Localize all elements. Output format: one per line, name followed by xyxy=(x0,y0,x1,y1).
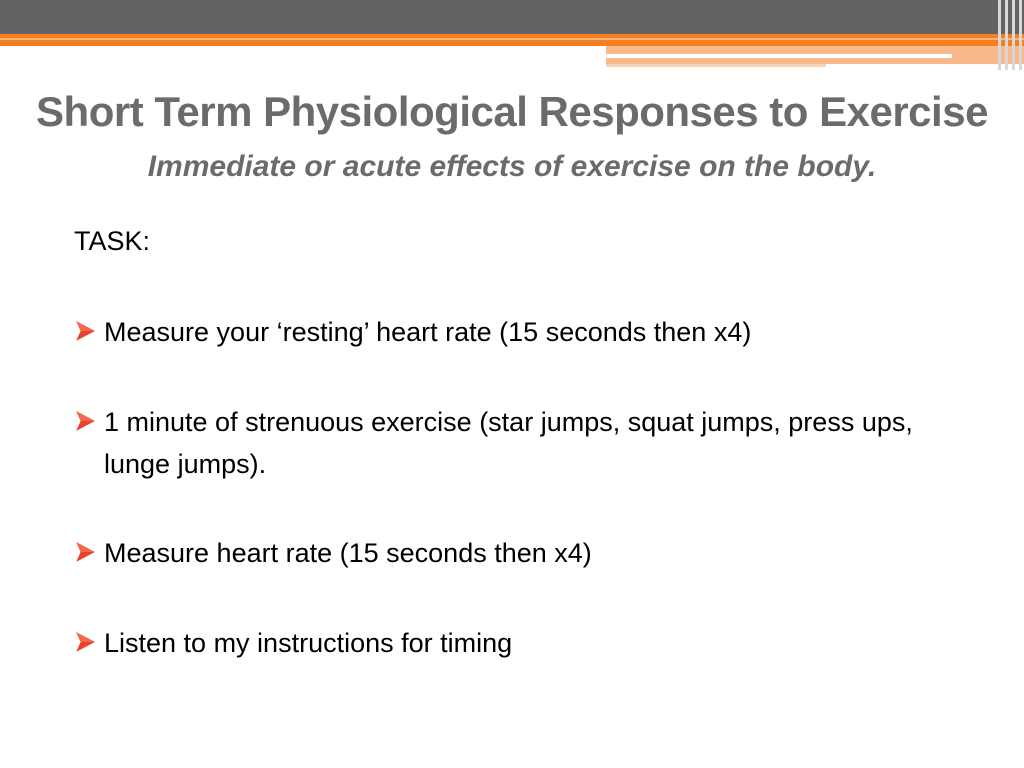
slide-title: Short Term Physiological Responses to Exercise xyxy=(36,88,988,135)
slide-subtitle: Immediate or acute effects of exercise on the body. xyxy=(147,150,877,183)
bullet-item xyxy=(74,401,914,485)
arrow-bullet-icon xyxy=(74,541,96,563)
header-orange-band xyxy=(0,34,1024,46)
arrow-bullet-icon xyxy=(74,410,96,432)
bullet-item xyxy=(74,532,914,574)
bullet-text: 1 minute of strenuous exercise (star jumps, squat jumps, press ups, lunge jumps). xyxy=(104,407,913,479)
bullet-text: Measure your ‘resting’ heart rate (15 seconds then x4) xyxy=(104,317,752,347)
bullet-item xyxy=(74,311,914,353)
bullet-text: Measure heart rate (15 seconds then x4) xyxy=(104,538,592,568)
task-label: TASK: xyxy=(74,226,151,256)
arrow-bullet-icon xyxy=(74,631,96,653)
header-highlight-line xyxy=(0,38,1024,40)
header-tab-line xyxy=(606,54,952,58)
bullet-item xyxy=(74,622,914,664)
header-tab-line-lower xyxy=(606,64,826,67)
corner-stripes xyxy=(994,0,1024,70)
header-gray-band xyxy=(0,0,1024,34)
arrow-bullet-icon xyxy=(74,320,96,342)
bullet-text: Listen to my instructions for timing xyxy=(104,628,513,658)
